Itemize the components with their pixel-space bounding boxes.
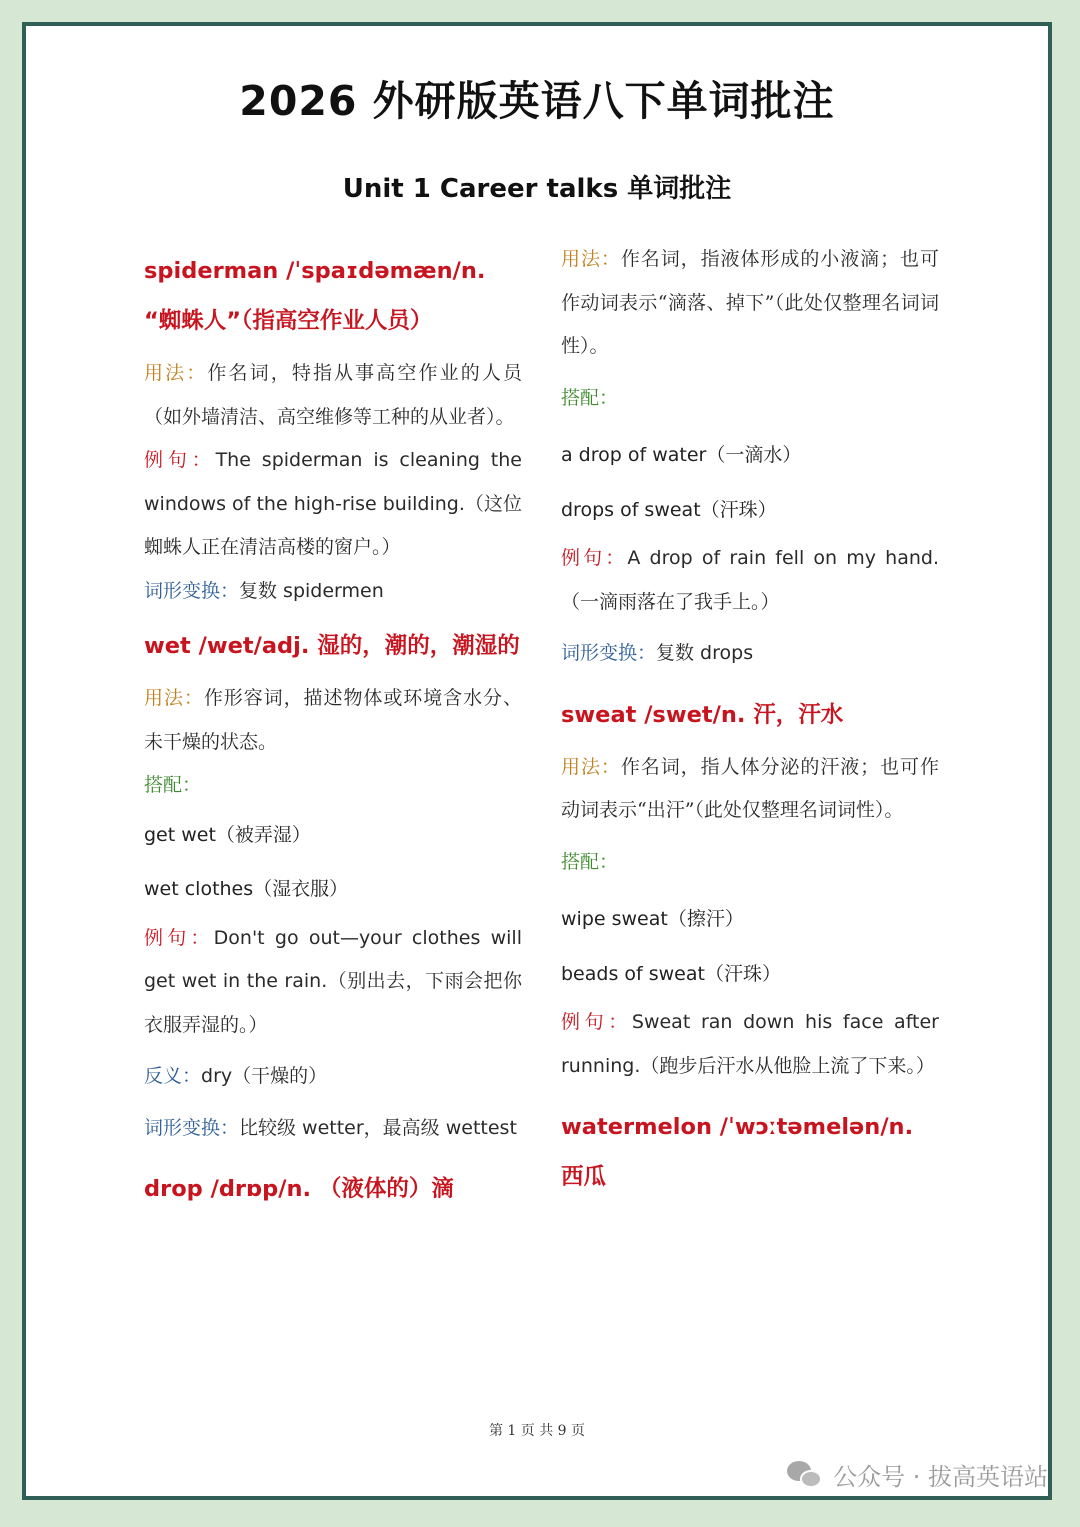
usage-text: 作名词，特指从事高空作业的人员（如外墙清洁、高空维修等工种的从业者）。 [144, 362, 522, 428]
watermark-text: 公众号 · 拔高英语站 [833, 1463, 1048, 1491]
headword-wet: wet /wet/adj. 湿的，潮的，潮湿的 [144, 633, 520, 659]
headword-watermelon: watermelon /ˈwɔːtəmelən/n. 西瓜 [561, 1114, 914, 1190]
example-label: 例句： [561, 547, 628, 569]
unit-title: Unit 1 Career talks 单词批注 [342, 174, 732, 204]
example-spiderman [144, 439, 522, 570]
usage-label: 用法： [144, 687, 204, 709]
headword-sweat: sweat /swet/n. 汗，汗水 [561, 701, 844, 728]
document-title: 2026 外研版英语八下单词批注 [239, 77, 835, 125]
document-page [22, 22, 1052, 1500]
example-drop [561, 537, 939, 624]
forms-label: 词形变换： [561, 642, 657, 664]
collocation-label: 搭配： [561, 850, 619, 873]
collocation-item: a drop of water（一滴水） [561, 444, 802, 466]
collocation-item: wipe sweat（擦汗） [561, 908, 744, 930]
collocation-item: get wet（被弄湿） [144, 823, 311, 846]
collocation-item: wet clothes（湿衣服） [144, 878, 349, 900]
collocation-label: 搭配： [561, 386, 619, 409]
example-label: 例句： [561, 1011, 632, 1033]
example-text: Don't go out—your clothes will get wet in the rain.（别出去，下雨会把你衣服弄湿的。） [144, 926, 522, 1036]
usage-sweat [561, 746, 939, 833]
antonym-wet [144, 1055, 522, 1099]
right-column [561, 238, 939, 1208]
usage-wet [144, 677, 522, 764]
page-footer: 第 1 页 共 9 页 [488, 1423, 586, 1439]
forms-drop [561, 632, 939, 676]
usage-text: 作名词，指液体形成的小液滴；也可作动词表示“滴落、掉下”（此处仅整理名词词性）。 [561, 248, 939, 357]
collocation-item: beads of sweat（汗珠） [561, 962, 781, 985]
left-column [144, 246, 522, 1220]
headword-drop: drop /drɒp/n. （液体的）滴 [144, 1176, 454, 1202]
forms-text: 复数 drops [656, 642, 754, 664]
example-text: Sweat ran down his face after running.（跑步后汗水从他脸上流了下来。） [561, 1011, 939, 1077]
collocation-label: 搭配： [144, 774, 202, 796]
example-sweat [561, 1001, 939, 1088]
headword-spiderman: spiderman /ˈspaɪdəmæn/n. “蜘蛛人”（指高空作业人员） [144, 258, 486, 334]
example-label: 例句： [144, 449, 216, 471]
example-wet [144, 917, 522, 1048]
example-label: 例句： [144, 926, 214, 949]
wechat-icon [787, 1461, 823, 1489]
usage-label: 用法： [561, 248, 621, 270]
usage-text: 作形容词，描述物体或环境含水分、未干燥的状态。 [144, 687, 522, 753]
antonym-text: dry（干燥的） [201, 1065, 328, 1087]
forms-spiderman [144, 570, 522, 614]
usage-label: 用法： [561, 755, 621, 778]
usage-spiderman [144, 352, 522, 439]
usage-drop [561, 238, 939, 369]
example-text: A drop of rain fell on my hand.（一滴雨落在了我手上。） [561, 547, 939, 613]
forms-text: 复数 spidermen [239, 579, 384, 602]
collocation-item: drops of sweat（汗珠） [561, 498, 777, 521]
antonym-label: 反义： [144, 1065, 202, 1087]
forms-label: 词形变换： [144, 1116, 240, 1139]
forms-wet [144, 1107, 522, 1151]
watermark [787, 1457, 1048, 1492]
usage-label: 用法： [144, 362, 208, 384]
usage-text: 作名词，指人体分泌的汗液；也可作动词表示“出汗”（此处仅整理名词词性）。 [561, 755, 939, 821]
example-text: The spiderman is cleaning the windows of the high-rise building.（这位蜘蛛人正在清洁高楼的窗户。） [144, 449, 522, 558]
forms-label: 词形变换： [144, 579, 240, 602]
forms-text: 比较级 wetter，最高级 wettest [239, 1116, 517, 1139]
